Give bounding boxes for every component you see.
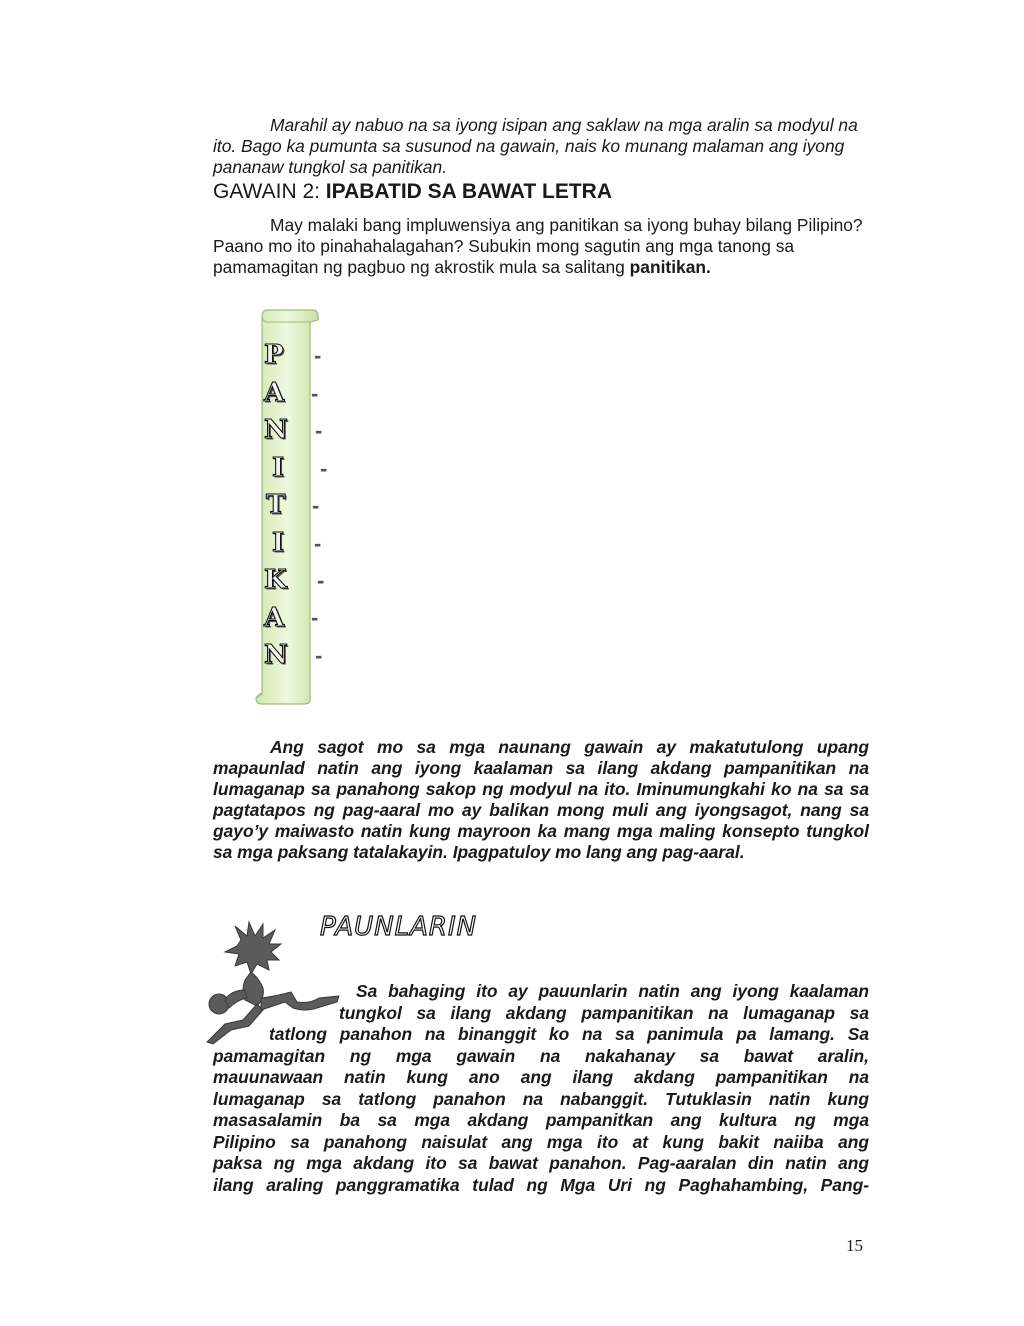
acrostic-letter-a: A [264, 603, 285, 633]
acrostic-blank: - [320, 456, 328, 481]
paragraph-line: pamamagitan ng mga gawain na nakahanay sa bawat aralin, [213, 1045, 869, 1066]
answer-paragraph: Ang sagot mo sa mga naunang gawain ay makatutulong upang mapaunlad natin ang iyong kaalaman sa ilang akdang pampanitikan na lumaganap sa panahong sakop ng modyul na ito. Iminumungkahi ko na sa sa pagtatapos ng pag-aaral mo ay balikan mong muli ang iyongsagot, nang sa gayo’y maiwasto natin kung mayroon ka mang mga maling konsepto tungkol sa mga paksang tatalakayin. Ipagpatuloy mo lang ang pag-aaral. [213, 737, 869, 862]
acrostic-letter-p: P [264, 340, 284, 370]
question-text: May malaki bang impluwensiya ang panitikan sa iyong buhay bilang Pilipino? Paano mo ito pinahahalagahan? Subukin mong sagutin ang mga tanong sa pamamagitan ng pagbuo ng akrostik mula sa salitang [213, 215, 863, 277]
acrostic-blank: - [314, 343, 322, 368]
paragraph-line: mauunawaan natin kung ano ang ilang akdang pampanitikan na [213, 1067, 869, 1087]
activity-title: IPABATID SA BAWAT LETRA [325, 180, 613, 203]
acrostic-blank: - [311, 381, 319, 406]
acrostic-letter-i: I [272, 453, 285, 483]
acrostic-blank: - [317, 568, 325, 593]
activity-heading [213, 179, 869, 205]
acrostic-letter-n: N [264, 640, 288, 670]
acrostic-letter-t: T [266, 490, 286, 520]
paragraph-line: tungkol sa ilang akdang pampanitikan na lumaganap sa [339, 1002, 869, 1023]
acrostic-blank: - [315, 418, 323, 443]
acrostic-blank: - [315, 643, 323, 668]
question-keyword: panitikan. [629, 257, 711, 277]
paragraph-line: masasalamin ba sa mga akdang pampanitkan ang kultura ng mga [213, 1110, 869, 1130]
activity-label: GAWAIN 2: [213, 180, 326, 203]
page-number: 15 [846, 1236, 863, 1255]
paragraph-line: tatlong panahon na binanggit ko na sa panimula pa lamang. Sa [269, 1024, 869, 1044]
acrostic-blank: - [314, 531, 322, 556]
paragraph-line: paksa ng mga akdang ito sa bawat panahon. Pag-aaralan din natin ang [213, 1153, 869, 1173]
acrostic-blank: - [312, 493, 320, 518]
question-paragraph [213, 215, 869, 278]
paragraph-line: lumaganap sa tatlong panahon na nabanggit. Tutuklasin natin kung [213, 1088, 869, 1109]
acrostic-letter-k: K [264, 565, 287, 595]
acrostic-letter-a: A [264, 378, 285, 408]
acrostic-letter-i: I [272, 528, 285, 558]
acrostic-letter-n: N [264, 415, 288, 445]
intro-paragraph: Marahil ay nabuo na sa iyong isipan ang saklaw na mga aralin sa modyul na ito. Bago ka pumunta sa susunod na gawain, nais ko munang malaman ang iyong pananaw tungkol sa panitikan. [213, 115, 858, 177]
paragraph-line: Pilipino sa panahong naisulat ang mga ito at kung bakit naiiba ang [213, 1131, 869, 1152]
section-heading-paunlarin: PAUNLARIN [320, 912, 478, 942]
acrostic-blank: - [311, 605, 319, 630]
paragraph-line: Sa bahaging ito ay pauunlarin natin ang iyong kaalaman [356, 981, 869, 1001]
paunlarin-paragraph [213, 981, 869, 1196]
paragraph-line: ilang araling panggramatika tulad ng Mga Uri ng Paghahambing, Pang- [213, 1174, 869, 1195]
